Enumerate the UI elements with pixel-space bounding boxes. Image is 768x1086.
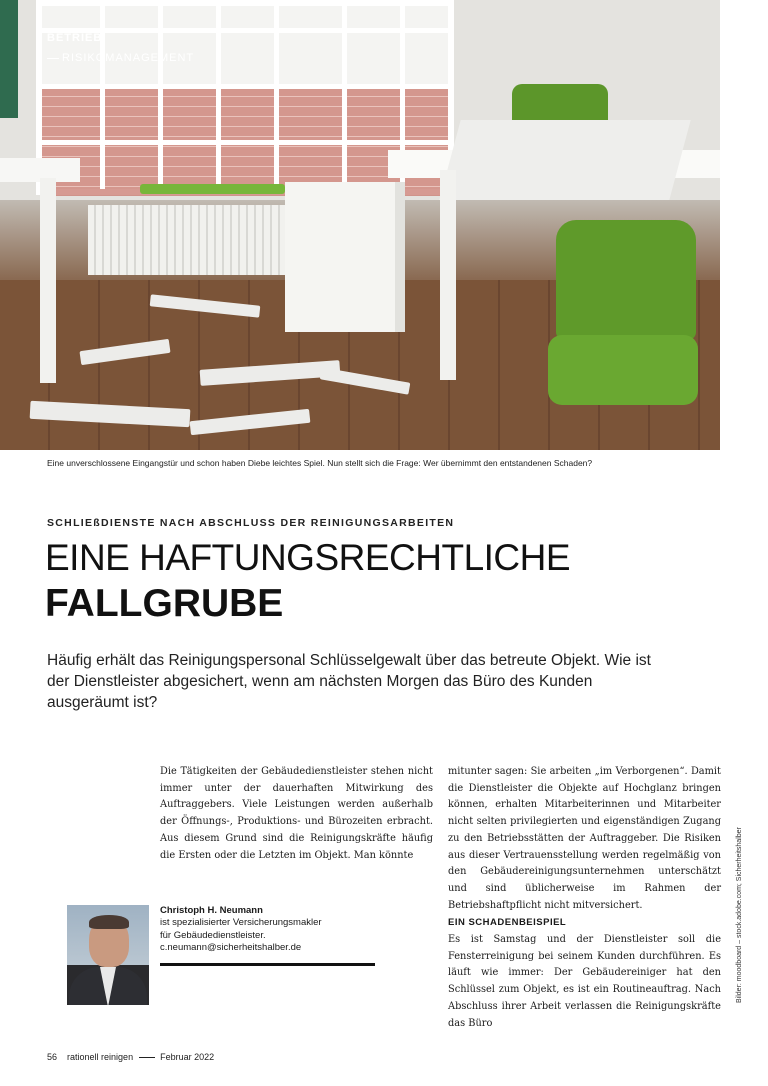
page-footer xyxy=(47,1052,214,1062)
section-sublabel xyxy=(47,52,194,64)
photo-caption: Eine unverschlossene Eingangstür und schon haben Diebe leichtes Spiel. Nun stellt sich die Frage: Wer übernimmt den entstandenen Schaden? xyxy=(47,458,593,468)
author-email[interactable]: c.neumann@sicherheitshalber.de xyxy=(160,942,302,953)
page-number: 56 xyxy=(47,1052,58,1062)
author-desc-line1: ist spezialisierter Versicherungsmakler xyxy=(160,917,322,928)
article-lead: Häufig erhält das Reinigungspersonal Schlüsselgewalt über das betreute Objekt. Wie ist der Dienstleister abgesichert, wenn am nächsten Morgen das Büro des Kunden ausgeräumt ist? xyxy=(47,652,651,711)
author-photo xyxy=(67,905,149,1005)
author-rule xyxy=(160,963,375,966)
dash-line xyxy=(47,58,59,59)
article-title-line1: EINE HAFTUNGSRECHTLICHE xyxy=(45,537,571,578)
window-transom xyxy=(42,28,448,33)
window-transom xyxy=(42,140,448,145)
photo-radiator xyxy=(88,205,288,275)
window-mullion xyxy=(274,6,279,189)
hero-photo xyxy=(0,0,720,450)
section-label: BETRIEB xyxy=(47,32,103,44)
photo-plant xyxy=(140,184,285,194)
section-sublabel-text: RISIKOMANAGEMENT xyxy=(62,52,195,64)
photo-green-chair-seat xyxy=(548,335,698,405)
article-column-2: mitunter sagen: Sie arbeiten „im Verborgenen“. Damit die Dienstleister die Objekte auf Hochglanz bringen können, erhalten Mitarbeiterinnen und Mitarbeiter nicht selten privilegierten und eigenständigen Zugang zu den Betriebsstätten der Auftraggeber. Die Risiken aus dieser Vertrauensstellung werden regelmäßig von den Gebäudereinigungsunternehmen unterschätzt und sind üblicherweise im Rahmen der Betriebshaftpflicht nicht mitversichert. xyxy=(448,766,721,911)
image-credit: Bilder: moodboard – stock.adobe.com; Sicherheitshalber xyxy=(736,827,743,1003)
dash-line xyxy=(139,1057,155,1058)
photo-paper-sheet xyxy=(439,120,690,200)
window-transom xyxy=(42,84,448,89)
author-desc-line2: für Gebäudedienstleister. xyxy=(160,929,266,941)
magazine-name: rationell reinigen xyxy=(67,1052,134,1062)
window-mullion xyxy=(158,6,163,189)
window-mullion xyxy=(342,6,347,189)
article-kicker: SCHLIEßDIENSTE NACH ABSCHLUSS DER REINIGUNGSARBEITEN xyxy=(47,517,455,529)
author-name: Christoph H. Neumann xyxy=(160,905,263,916)
article-column-1: Die Tätigkeiten der Gebäudedienstleister stehen nicht immer unter der dauerhaften Mitwirkung des Auftraggebers. Viele Leistungen werden außerhalb der Öffnungs-, Produktions- und Bürozeiten erbracht. Aus diesem Grund sind die Reinigungskräfte häufig die Ersten oder die Letzten im Objekt. Man könnte xyxy=(160,766,433,861)
author-description xyxy=(160,917,370,955)
photo-desk-leg xyxy=(40,178,56,383)
photo-cabinet xyxy=(285,182,405,332)
article-title-line2: FALLGRUBE xyxy=(45,582,284,625)
window-mullion xyxy=(216,6,221,189)
photo-green-chair xyxy=(556,220,696,340)
photo-green-strip xyxy=(0,0,18,118)
article-subhead: EIN SCHADENBEISPIEL xyxy=(448,917,567,928)
article-column-2-continued: Es ist Samstag und der Dienstleister soll die Fensterreinigung bei seinem Kunden durchführen. Es läuft wie immer: Der Gebäudereiniger hat den Schlüssel zum Objekt, es ist ein Routineauftrag. Nach Abschluss ihrer Arbeit verlassen die Reinigungskräfte das Büro xyxy=(448,934,721,1029)
author-hair xyxy=(89,915,129,929)
photo-desk-leg xyxy=(440,170,456,380)
issue-date: Februar 2022 xyxy=(160,1052,215,1062)
